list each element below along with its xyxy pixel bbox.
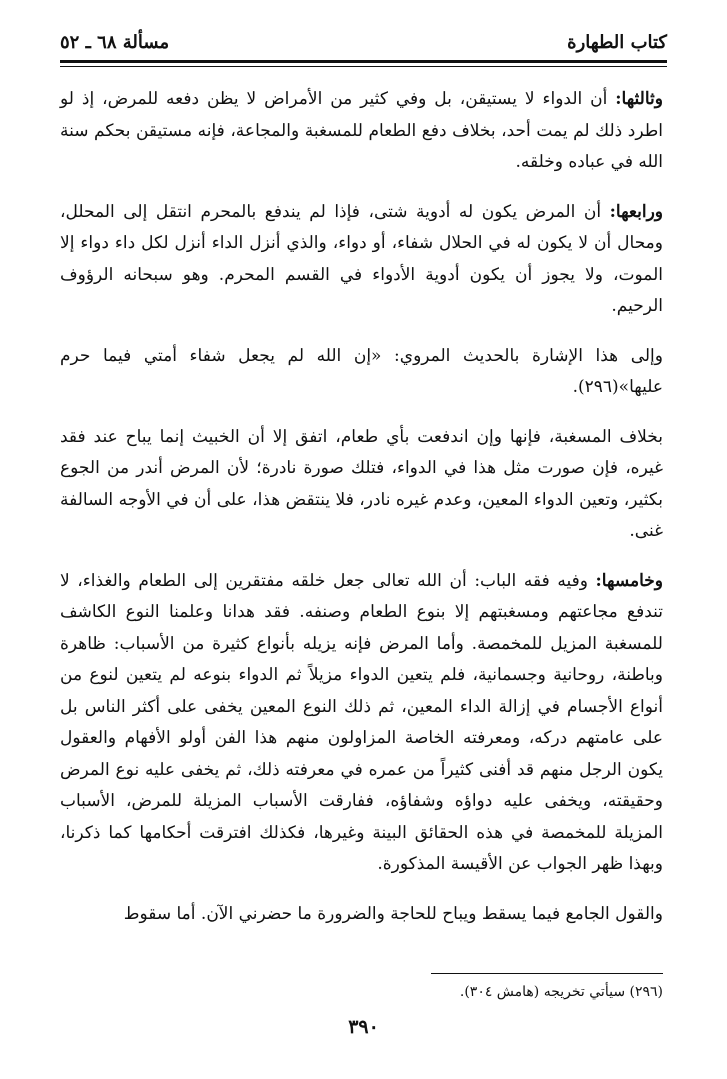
paragraph-lead: ورابعها: — [609, 201, 663, 222]
paragraph-fifth-reason — [60, 566, 663, 881]
footnote-rule — [431, 973, 663, 974]
paragraph-hadith — [60, 341, 663, 404]
footnote: (٢٩٦) سيأتي تخريجه (هامش ٣٠٤). — [459, 984, 663, 1000]
paragraph-third-reason — [60, 84, 663, 179]
paragraph-text: أن الدواء لا يستيقن، بل وفي كثير من الأمراض لا يظن دفعه للمرض، إذ لو اطرد ذلك لم يمت أحد، بخلاف دفع الطعام للمسغبة والمجاعة، فإنه مستيقن بحكم سنة الله في عباده وخلقه. — [60, 89, 663, 172]
page-number: ٣٩٠ — [348, 1016, 379, 1038]
paragraph-text: وإلى هذا الإشارة بالحديث المروي: «إن الله لم يجعل شفاء أمتي فيما حرم عليها»(٢٩٦). — [60, 345, 663, 397]
paragraph-lead: وخامسها: — [595, 570, 663, 591]
header-rule-thin — [60, 66, 667, 67]
paragraph-lead: وثالثها: — [615, 89, 663, 109]
header-rule-thick — [60, 60, 667, 63]
paragraph-text: والقول الجامع فيما يسقط ويباح للحاجة والضرورة ما حضرني الآن. أما سقوط — [123, 903, 663, 924]
paragraph-text: أن المرض يكون له أدوية شتى، فإذا لم يندفع بالمحرم انتقل إلى المحلل، ومحال أن لا يكون له في الحلال شفاء، أو دواء، والذي أنزل الداء أنزل لكل داء دواء إلا الموت، ولا يجوز أن يكون أدوية الأدواء في القسم المحرم. وهو سبحانه الرؤوف الرحيم. — [60, 201, 663, 316]
issue-label: مسألة ٦٨ ـ ٥٢ — [60, 32, 170, 53]
running-header — [60, 22, 667, 56]
body-text — [60, 84, 663, 948]
paragraph-hunger — [60, 422, 663, 548]
paragraph-text: وفيه فقه الباب: أن الله تعالى جعل خلقه مفتقرين إلى الطعام والغذاء، لا تندفع مجاعتهم ومسغبتهم إلا بنوع الطعام وصنفه. فقد هدانا وعلمنا النوع الكاشف للمسغبة المزيل للمخمصة. وأما المرض فإنه يزيله بأنواع كثيرة من الأسباب: ظاهرة وباطنة، روحانية وجسمانية، فلم يتعين الدواء مزيلاً ثم الدواء بنوعه لم يتعين لنوع من أنواع الأجسام في إزالة الداء المعين، ثم ذلك النوع المعين يخفى على أكثر الناس بل على عامتهم دركه، ومعرفته الخاصة المزاولون منهم هذا الفن أولو الأفهام والعقول يكون الرجل منهم قد أفنى كثيراً من عمره في معرفته ذلك، ثم يخفى عليه نوع المرض وحقيقته، ويخفى عليه دواؤه وشفاؤه، ففارقت الأسباب المزيلة للمرض، الأسباب المزيلة للمخمصة في هذه الحقائق البينة وغيرها، فكذلك افترقت أحكامها كما ذكرنا، وبهذا ظهر الجواب عن الأقيسة المذكورة. — [60, 570, 663, 874]
paragraph-fourth-reason — [60, 197, 663, 323]
paragraph-summary — [60, 899, 663, 931]
paragraph-text: بخلاف المسغبة، فإنها وإن اندفعت بأي طعام، اتفق إلا أن الخبيث إنما يباح عند فقد غيره، فإن صورت مثل هذا في الدواء، فتلك صورة نادرة؛ لأن المرض أندر من الجوع بكثير، وتعين الدواء المعين، وعدم غيره نادر، فلا ينتقض هذا، على أن في الأوجه السالفة غنى. — [60, 426, 663, 541]
book-title: كتاب الطهارة — [567, 32, 667, 53]
